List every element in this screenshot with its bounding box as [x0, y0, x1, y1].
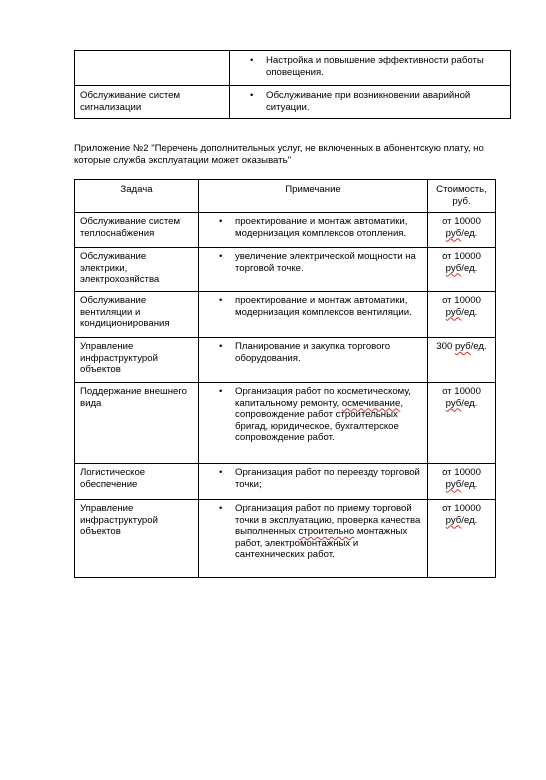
price-unit: /ед. — [461, 397, 478, 409]
price-currency: руб — [445, 306, 462, 318]
price-unit: /ед. — [470, 341, 487, 352]
note-text: Обслуживание при возникновении аварийной ситуации. — [266, 90, 471, 113]
bullet-icon: • — [219, 467, 223, 478]
price-cell — [428, 338, 495, 355]
table-row — [75, 464, 496, 500]
table-cell — [199, 464, 428, 500]
bullet-icon: • — [219, 216, 223, 227]
table-cell — [75, 86, 230, 119]
table-cell — [199, 292, 428, 338]
header-price: Стоимость, руб. — [436, 184, 487, 207]
table-cell — [75, 338, 199, 383]
note-text: Организация работ по переезду торговой точки; — [235, 467, 420, 490]
table-cell — [230, 51, 511, 86]
table-cell — [428, 248, 496, 292]
table-row — [75, 51, 511, 86]
bullet-icon: • — [219, 341, 223, 352]
bullet-icon: • — [250, 90, 254, 101]
note-text: увеличение электрической мощности на торговой точке. — [235, 251, 416, 274]
note-flagged-word: строительно — [298, 526, 355, 538]
table-cell — [75, 213, 199, 248]
price-currency: руб — [445, 397, 462, 409]
price-unit: /ед. — [461, 514, 478, 526]
price-unit: /ед. — [461, 306, 478, 318]
task-cell: Обслуживание вентиляции и кондиционирования — [80, 295, 170, 330]
price-amount: от 10000 — [442, 503, 481, 514]
task-cell: Управление инфраструктурой объектов — [80, 341, 158, 376]
price-currency: руб — [454, 341, 471, 352]
note-text: Планирование и закупка торгового оборудования. — [235, 341, 391, 364]
header-task: Задача — [120, 184, 153, 195]
note-text: проектирование и монтаж автоматики, модернизация комплексов отопления. — [235, 216, 408, 239]
table-continuation — [74, 50, 511, 119]
price-currency: руб — [445, 262, 462, 274]
task-cell: Управление инфраструктурой объектов — [80, 503, 158, 538]
table-cell — [428, 213, 496, 248]
table-cell — [75, 383, 199, 464]
price-amount: от 10000 — [442, 386, 481, 397]
table-cell — [75, 500, 199, 578]
bullet-icon: • — [250, 55, 254, 66]
price-cell — [428, 213, 495, 241]
task-cell: Поддержание внешнего вида — [80, 386, 187, 409]
table-cell — [199, 248, 428, 292]
appendix-heading: Приложение №2 "Перечень дополнительных услуг, не включенных в абонентскую плату, но которые служба эксплуатации может оказывать" — [74, 143, 484, 166]
table-cell — [199, 338, 428, 383]
price-amount: от 10000 — [442, 467, 481, 478]
price-cell — [428, 248, 495, 276]
table-cell — [75, 51, 230, 86]
table-cell — [75, 248, 199, 292]
note-text: Организация работ по косметическому, капитальному ремонту, — [235, 386, 411, 409]
table-header-row — [75, 180, 496, 213]
table-row — [75, 338, 496, 383]
bullet-icon: • — [219, 295, 223, 306]
table-row — [75, 86, 511, 119]
note-text: Настройка и повышение эффективности работы оповещения. — [266, 55, 484, 78]
note-text: , сопровождение работ строительных бригад, юридическое, бухгалтерское сопровождение работ. — [235, 397, 403, 444]
price-unit: /ед. — [461, 478, 478, 490]
bullet-icon: • — [219, 386, 223, 397]
table-cell — [199, 213, 428, 248]
task-cell: Обслуживание электрики, электрохозяйства — [80, 251, 160, 286]
task-cell: Обслуживание систем сигнализации — [80, 90, 181, 113]
table-cell — [428, 338, 496, 383]
table-cell — [75, 464, 199, 500]
table-cell — [199, 500, 428, 578]
table-row — [75, 213, 496, 248]
price-currency: руб — [445, 514, 462, 526]
table-cell — [428, 464, 496, 500]
table-cell — [75, 180, 199, 213]
price-cell — [428, 383, 495, 411]
price-unit: /ед. — [461, 227, 478, 239]
table-cell — [230, 86, 511, 119]
header-note: Примечание — [285, 184, 341, 195]
price-cell — [428, 500, 495, 528]
task-cell: Логистическое обеспечение — [80, 467, 146, 490]
price-amount: от 10000 — [442, 216, 481, 227]
price-currency: руб — [445, 227, 462, 239]
table-cell — [428, 292, 496, 338]
table-row — [75, 383, 496, 464]
table-cell — [199, 383, 428, 464]
table-cell — [428, 500, 496, 578]
table-row — [75, 292, 496, 338]
bullet-icon: • — [219, 251, 223, 262]
table-cell — [75, 292, 199, 338]
note-text: Организация работ по приему торговой точки в эксплуатацию, проверка качества выполненных — [235, 503, 421, 538]
table-cell — [428, 383, 496, 464]
table-row — [75, 248, 496, 292]
task-cell — [75, 51, 229, 58]
note-text: монтажных работ, электромонтажных и сантехнических работ. — [235, 526, 408, 561]
price-unit: /ед. — [461, 262, 478, 274]
note-flagged-word: осмечивание — [341, 397, 401, 409]
table-cell — [199, 180, 428, 213]
table-cell — [428, 180, 496, 213]
price-cell — [428, 292, 495, 320]
price-currency: руб — [445, 478, 462, 490]
price-amount: от 10000 — [442, 251, 481, 262]
price-amount: 300 — [436, 341, 455, 352]
bullet-icon: • — [219, 503, 223, 514]
note-text: проектирование и монтаж автоматики, модернизация комплексов вентиляции. — [235, 295, 412, 318]
price-amount: от 10000 — [442, 295, 481, 306]
table-row — [75, 500, 496, 578]
task-cell: Обслуживание систем теплоснабжения — [80, 216, 181, 239]
price-cell — [428, 464, 495, 492]
services-table — [74, 179, 496, 578]
